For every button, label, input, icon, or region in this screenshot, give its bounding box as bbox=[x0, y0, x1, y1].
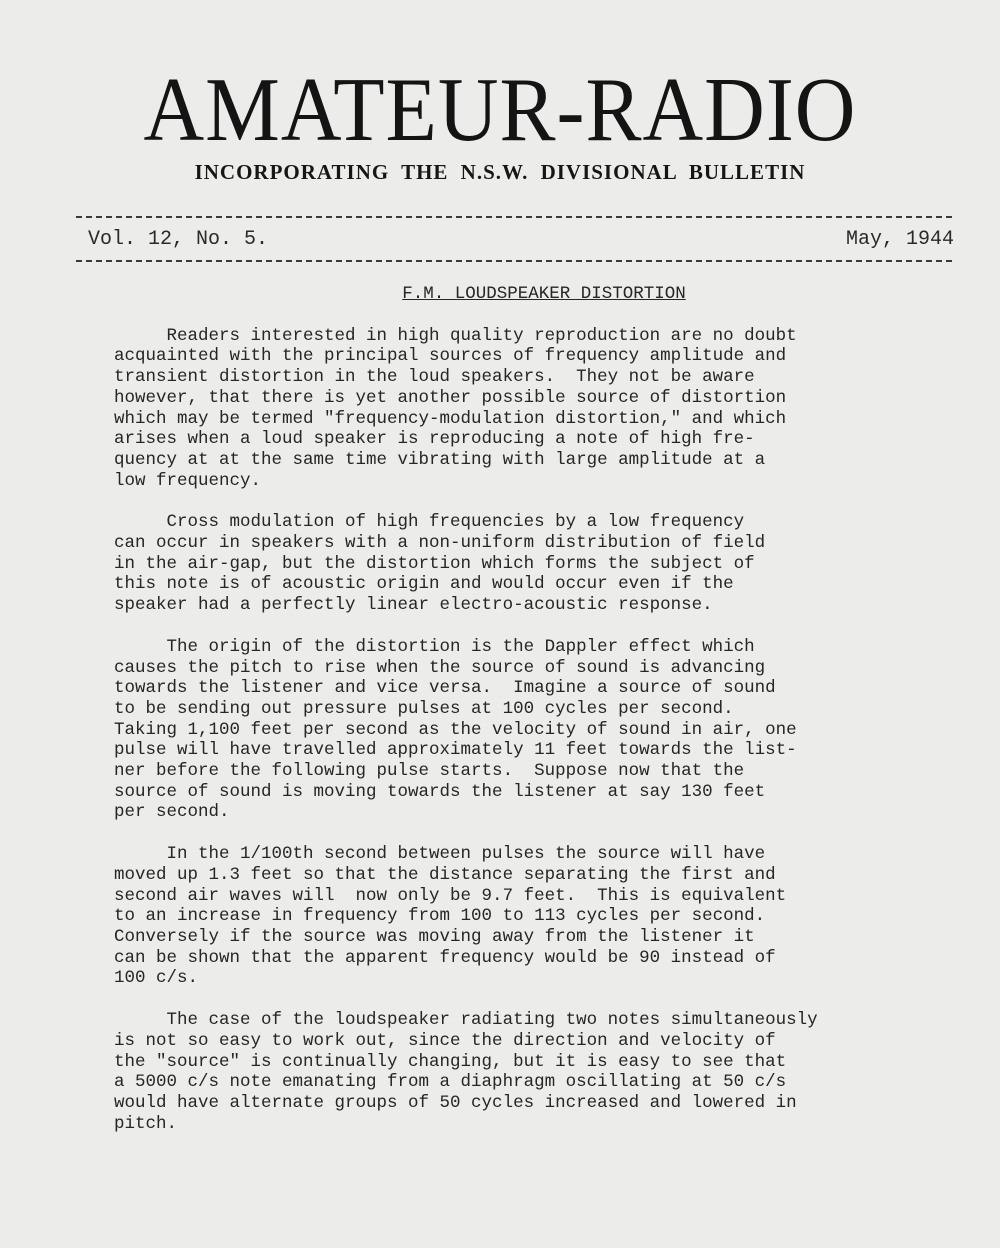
paragraph-line: towards the listener and vice versa. Imagine a source of sound bbox=[114, 678, 776, 699]
paragraph-line: can be shown that the apparent frequency would be 90 instead of bbox=[114, 947, 776, 968]
paragraph-line: per second. bbox=[114, 802, 230, 823]
paragraph-line: acquainted with the principal sources of frequency amplitude and bbox=[114, 346, 787, 367]
paragraph-line: Taking 1,100 feet per second as the velocity of sound in air, one bbox=[114, 719, 797, 740]
article-paragraph bbox=[114, 1010, 954, 1134]
paragraph-line: is not so easy to work out, since the direction and velocity of bbox=[114, 1030, 776, 1051]
paragraph-line: source of sound is moving towards the listener at say 130 feet bbox=[114, 781, 766, 802]
paragraph-line: however, that there is yet another possible source of distortion bbox=[114, 387, 787, 408]
paragraph-line: speaker had a perfectly linear electro-acoustic response. bbox=[114, 595, 713, 616]
paragraph-line: can occur in speakers with a non-uniform distribution of field bbox=[114, 533, 766, 554]
bottom-dashed-rule bbox=[76, 260, 952, 262]
paragraph-line: The case of the loudspeaker radiating two notes simultaneously bbox=[114, 1010, 818, 1031]
article-body bbox=[114, 326, 954, 1135]
paragraph-line: 100 c/s. bbox=[114, 968, 199, 989]
article bbox=[114, 284, 954, 1155]
paragraph-line: moved up 1.3 feet so that the distance separating the first and bbox=[114, 864, 776, 885]
paragraph-line: causes the pitch to rise when the source of sound is advancing bbox=[114, 657, 766, 678]
paragraph-line: second air waves will now only be 9.7 feet. This is equivalent bbox=[114, 885, 787, 906]
volume-number: Vol. 12, No. 5. bbox=[88, 228, 269, 251]
paragraph-line: transient distortion in the loud speakers. They not be aware bbox=[114, 367, 755, 388]
article-paragraph bbox=[114, 637, 954, 823]
issue-date: May, 1944 bbox=[845, 228, 954, 251]
paragraph-line: would have alternate groups of 50 cycles increased and lowered in bbox=[114, 1092, 797, 1113]
article-paragraph bbox=[114, 512, 954, 616]
paragraph-line: Conversely if the source was moving away from the listener it bbox=[114, 926, 755, 947]
paragraph-line: ner before the following pulse starts. Suppose now that the bbox=[114, 761, 745, 782]
top-dashed-rule bbox=[76, 216, 952, 218]
paragraph-line: the "source" is continually changing, but it is easy to see that bbox=[114, 1051, 787, 1072]
masthead bbox=[0, 60, 1000, 185]
article-paragraph bbox=[114, 326, 954, 492]
article-title: F.M. LOUDSPEAKER DISTORTION bbox=[402, 284, 686, 304]
paragraph-line: pulse will have travelled approximately 11 feet towards the list- bbox=[114, 740, 797, 761]
paragraph-line: arises when a loud speaker is reproducing a note of high fre- bbox=[114, 429, 755, 450]
paragraph-line: low frequency. bbox=[114, 470, 262, 491]
paragraph-line: Readers interested in high quality reproduction are no doubt bbox=[114, 325, 797, 346]
paragraph-line: to be sending out pressure pulses at 100 cycles per second. bbox=[114, 698, 734, 719]
paragraph-line: in the air-gap, but the distortion which forms the subject of bbox=[114, 553, 755, 574]
paragraph-line: this note is of acoustic origin and would occur even if the bbox=[114, 574, 734, 595]
paragraph-line: a 5000 c/s note emanating from a diaphragm oscillating at 50 c/s bbox=[114, 1072, 787, 1093]
paragraph-line: The origin of the distortion is the Dappler effect which bbox=[114, 636, 755, 657]
issue-line bbox=[88, 228, 954, 251]
article-paragraph bbox=[114, 844, 954, 989]
masthead-subtitle: INCORPORATING THE N.S.W. DIVISIONAL BULLETIN bbox=[194, 160, 806, 184]
paragraph-line: which may be termed "frequency-modulation distortion," and which bbox=[114, 408, 787, 429]
paragraph-line: Cross modulation of high frequencies by a low frequency bbox=[114, 512, 745, 533]
masthead-title: AMATEUR-RADIO bbox=[143, 60, 857, 161]
paragraph-line: pitch. bbox=[114, 1113, 178, 1134]
paragraph-line: In the 1/100th second between pulses the source will have bbox=[114, 844, 766, 865]
paragraph-line: quency at at the same time vibrating with large amplitude at a bbox=[114, 449, 766, 470]
paragraph-line: to an increase in frequency from 100 to 113 cycles per second. bbox=[114, 906, 766, 927]
